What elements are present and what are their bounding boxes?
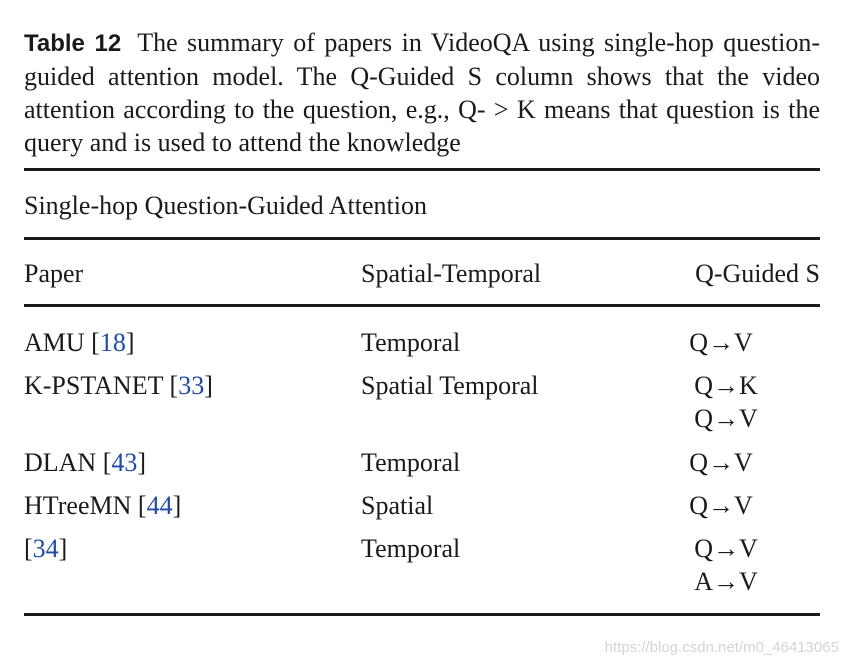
citation-link[interactable]: 43 [111, 448, 138, 477]
table-row-paper: AMU [18] [24, 328, 135, 357]
table-row-q-guided: Q→V [689, 491, 753, 520]
bottom-rule [24, 613, 820, 616]
group-rule [24, 237, 820, 240]
table-label: Table 12 [24, 30, 122, 57]
table-row-spatial-temporal: Spatial [361, 491, 434, 520]
citation-link[interactable]: 33 [178, 371, 205, 400]
table-row-paper: DLAN [43] [24, 448, 147, 477]
citation-link[interactable]: 44 [146, 491, 173, 520]
table-row-spatial-temporal: Temporal [361, 328, 461, 357]
column-header-spatial-temporal: Spatial-Temporal [361, 259, 542, 288]
table-row-q-guided: Q→K Q→V [694, 371, 758, 433]
table-row-paper: [34] [24, 534, 68, 563]
citation-link[interactable]: 34 [32, 534, 59, 563]
table-row-q-guided: Q→V [689, 448, 753, 477]
caption-text: The summary of papers in VideoQA using single-hop question-guided attention model. The Q-Guided S column shows that the video attention according to the question, e.g., Q- > K means that question is the query and is used to attend the knowledge [24, 28, 821, 157]
watermark: https://blog.csdn.net/m0_46413065 [604, 639, 839, 656]
column-header-q-guided: Q-Guided S [695, 259, 820, 288]
citation-link[interactable]: 18 [99, 328, 126, 357]
top-rule [24, 168, 820, 171]
table-caption [24, 26, 820, 159]
table-row-q-guided: Q→V A→V [694, 534, 758, 596]
group-header: Single-hop Question-Guided Attention [24, 191, 427, 220]
table-row-spatial-temporal: Temporal [361, 534, 461, 563]
header-rule [24, 304, 820, 307]
table-row-spatial-temporal: Temporal [361, 448, 461, 477]
table-row-q-guided: Q→V [689, 328, 753, 357]
table-row-spatial-temporal: Spatial Temporal [361, 371, 539, 400]
table-row-paper: HTreeMN [44] [24, 491, 182, 520]
table-row-paper: K-PSTANET [33] [24, 371, 213, 400]
column-header-paper: Paper [24, 259, 84, 288]
